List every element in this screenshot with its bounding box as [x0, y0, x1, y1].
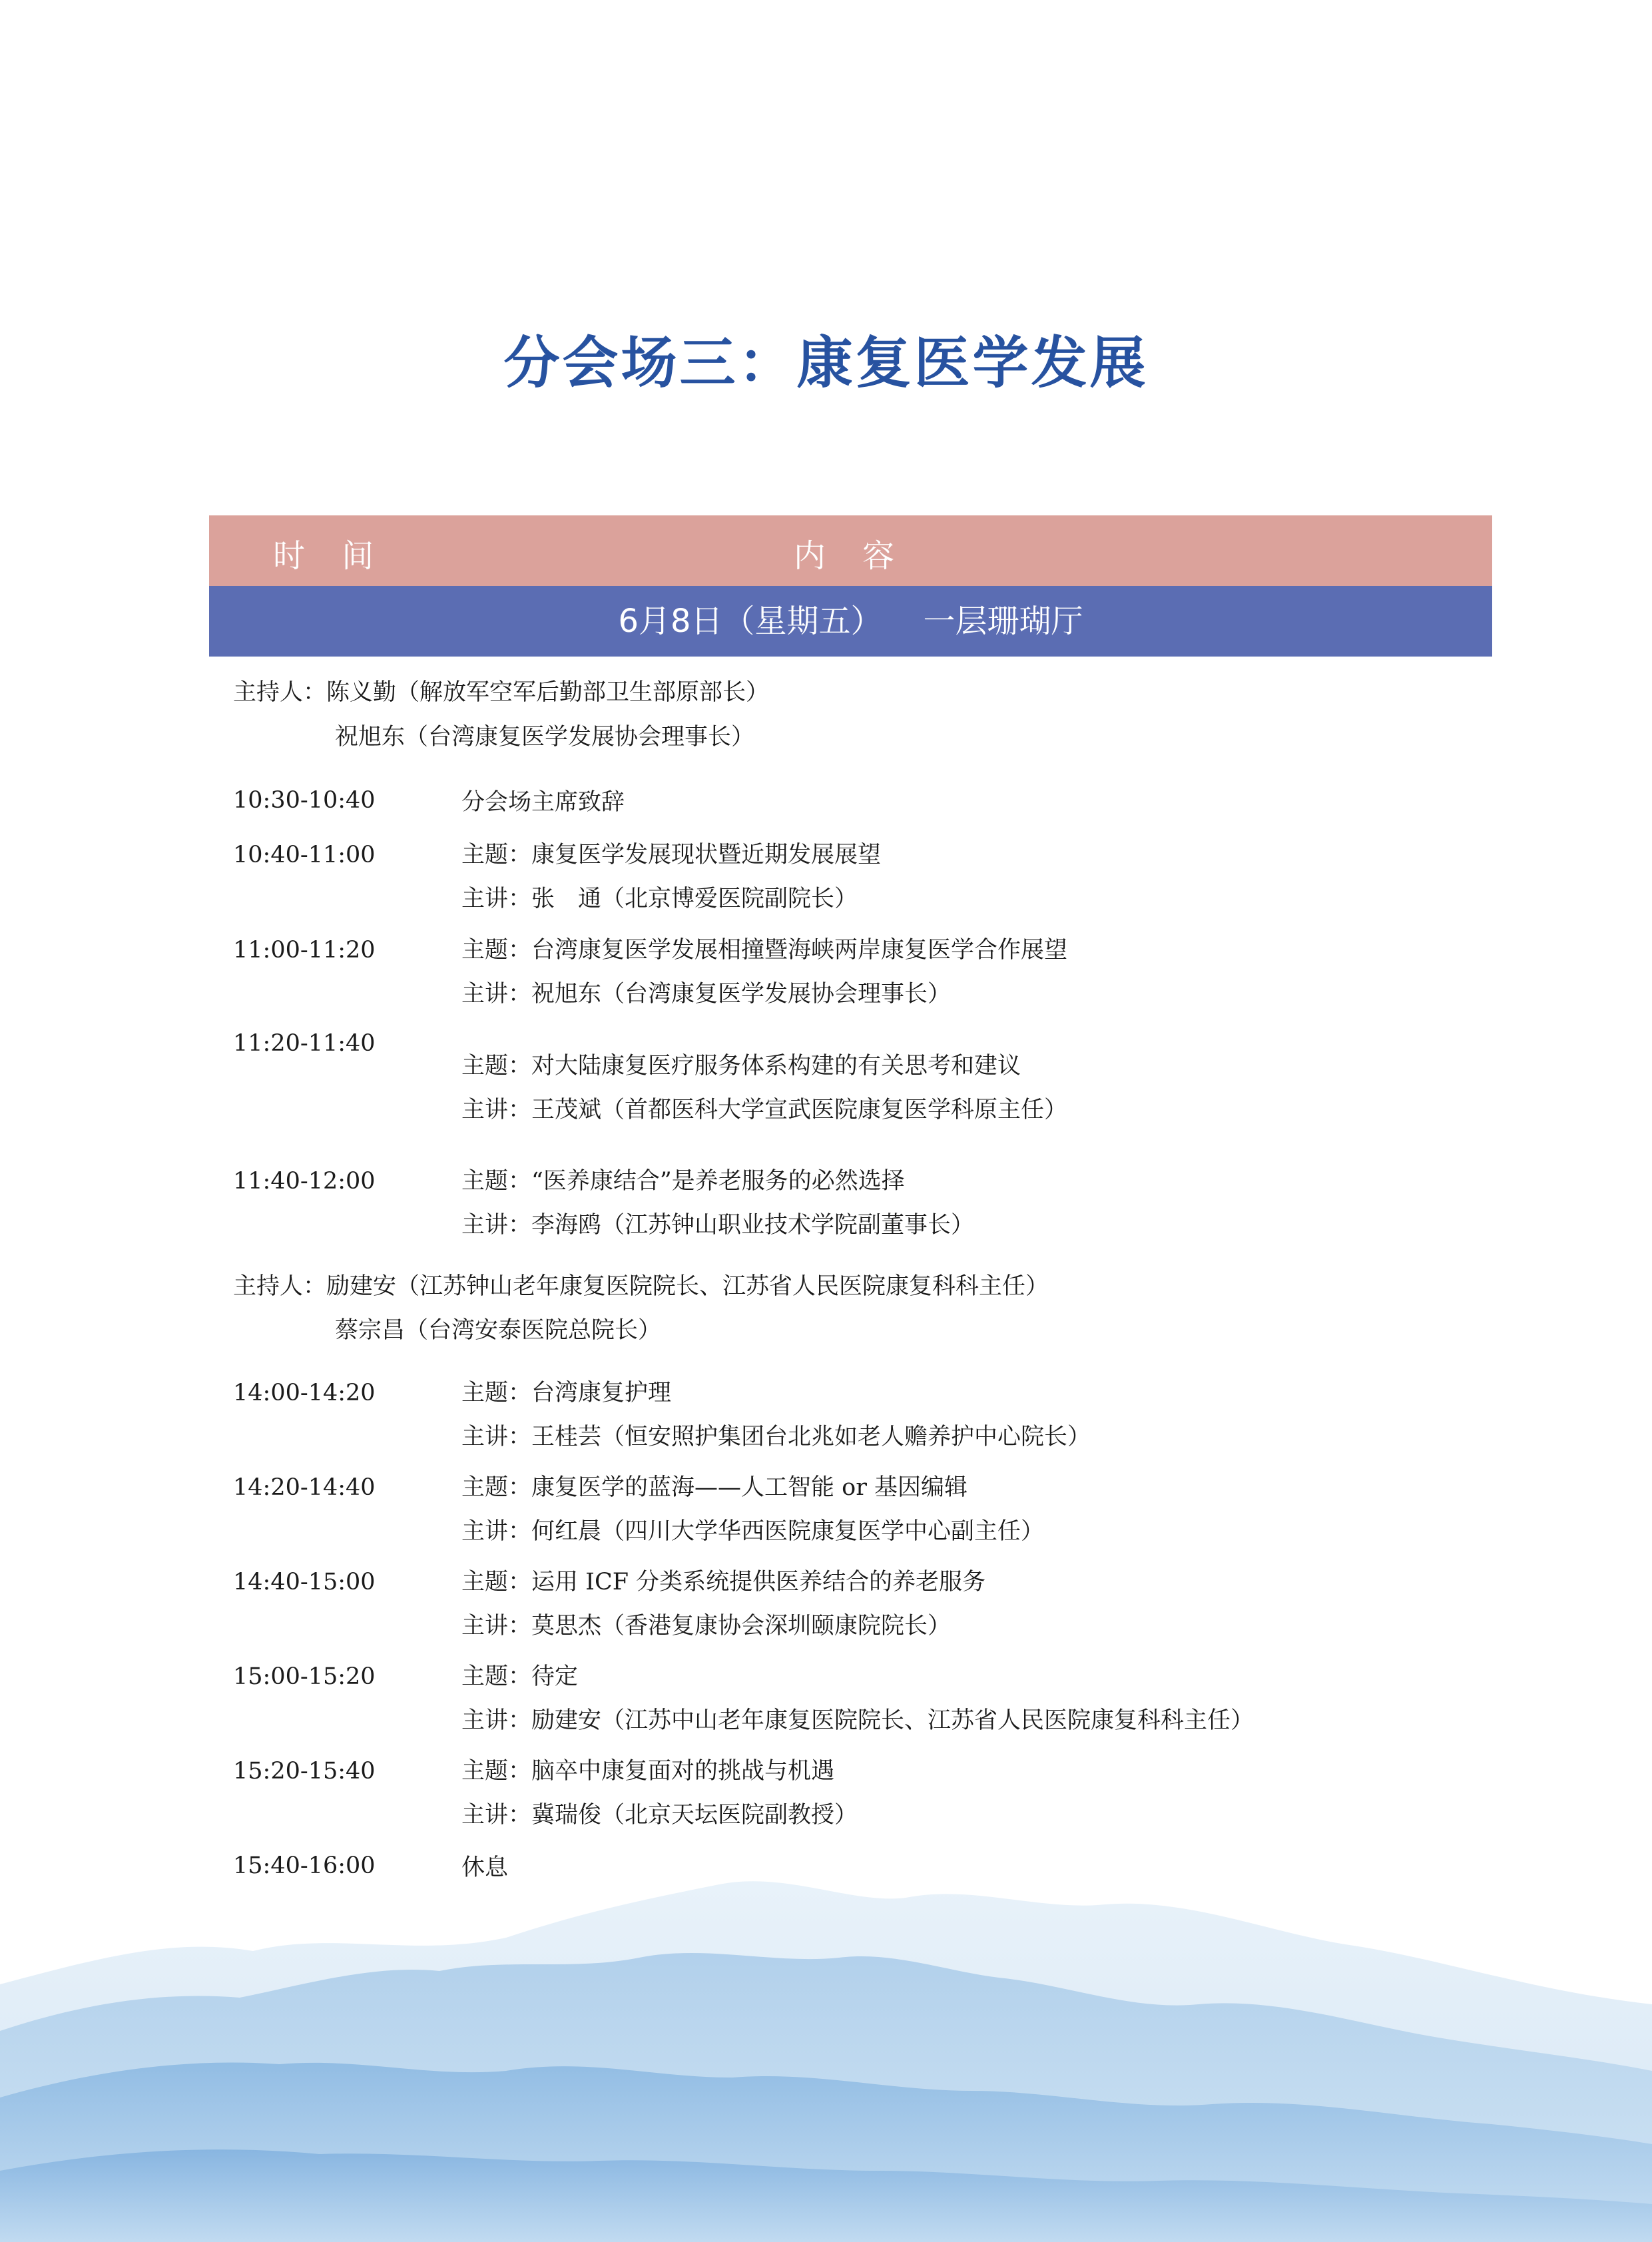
header-content: 内 容 — [793, 537, 908, 575]
session2-item5-line2: 主讲：冀瑞俊（北京天坛医院副教授） — [461, 1802, 858, 1828]
session1-item5-line2: 主讲：李海鸥（江苏钟山职业技术学院副董事长） — [461, 1212, 975, 1239]
session2-item4-line2: 主讲：励建安（江苏中山老年康复医院院长、江苏省人民医院康复科科主任） — [461, 1707, 1254, 1734]
session2-item5-line1: 主题：脑卒中康复面对的挑战与机遇 — [461, 1758, 835, 1785]
mountain-illustration — [0, 1858, 1652, 2242]
session1-item2-line1: 主题：康复医学发展现状暨近期发展展望 — [461, 842, 882, 868]
session1-item3-line2: 主讲：祝旭东（台湾康复医学发展协会理事长） — [461, 981, 952, 1007]
session1-item5-line1: 主题：“医养康结合”是养老服务的必然选择 — [461, 1168, 905, 1195]
session1-host-line1: 主持人：陈义勤（解放军空军后勤部卫生部原部长） — [233, 679, 770, 706]
session2-item1-line1: 主题：台湾康复护理 — [461, 1380, 672, 1406]
page-title: 分会场三：康复医学发展 — [503, 330, 1149, 396]
session2-item3-time: 14:40-15:00 — [233, 1569, 376, 1595]
session2-host-line2: 蔡宗昌（台湾安泰医院总院长） — [335, 1317, 662, 1344]
session1-item2-time: 10:40-11:00 — [233, 842, 376, 868]
session2-item1-line2: 主讲：王桂芸（恒安照护集团台北兆如老人赡养护中心院长） — [461, 1424, 1091, 1450]
session2-item6-time: 15:40-16:00 — [233, 1852, 376, 1879]
session2-host-line1: 主持人：励建安（江苏钟山老年康复医院院长、江苏省人民医院康复科科主任） — [233, 1273, 1049, 1300]
session2-item1-time: 14:00-14:20 — [233, 1380, 376, 1406]
session1-item3-time: 11:00-11:20 — [233, 937, 376, 964]
session1-item1-line1: 分会场主席致辞 — [461, 789, 625, 816]
session1-item3-line1: 主题：台湾康复医学发展相撞暨海峡两岸康复医学合作展望 — [461, 937, 1068, 964]
session2-item2-line2: 主讲：何红晨（四川大学华西医院康复医学中心副主任） — [461, 1518, 1045, 1545]
table-header — [209, 515, 1492, 586]
session2-item4-time: 15:00-15:20 — [233, 1663, 376, 1690]
session1-item4-time: 11:20-11:40 — [233, 1030, 376, 1057]
session2-item3-line1: 主题：运用 ICF 分类系统提供医养结合的养老服务 — [461, 1569, 986, 1595]
session1-item5-time: 11:40-12:00 — [233, 1168, 376, 1195]
session1-item1-time: 10:30-10:40 — [233, 787, 376, 814]
session1-item4-line1: 主题：对大陆康复医疗服务体系构建的有关思考和建议 — [461, 1053, 1021, 1079]
session2-item6-line1: 休息 — [461, 1854, 509, 1881]
session2-item2-line1: 主题：康复医学的蓝海——人工智能 or 基因编辑 — [461, 1474, 968, 1501]
session2-item3-line2: 主讲：莫思杰（香港复康协会深圳颐康院院长） — [461, 1613, 952, 1639]
session2-item4-line1: 主题：待定 — [461, 1663, 579, 1690]
session1-item2-line2: 主讲：张 通（北京博爱医院副院长） — [461, 886, 858, 912]
session2-item5-time: 15:20-15:40 — [233, 1758, 376, 1785]
session2-item2-time: 14:20-14:40 — [233, 1474, 376, 1501]
session1-host-line2: 祝旭东（台湾康复医学发展协会理事长） — [335, 724, 755, 750]
header-time: 时 间 — [273, 537, 388, 575]
day-banner: 6月8日（星期五） 一层珊瑚厅 — [209, 586, 1492, 657]
session1-item4-line2: 主讲：王茂斌（首都医科大学宣武医院康复医学科原主任） — [461, 1097, 1068, 1123]
